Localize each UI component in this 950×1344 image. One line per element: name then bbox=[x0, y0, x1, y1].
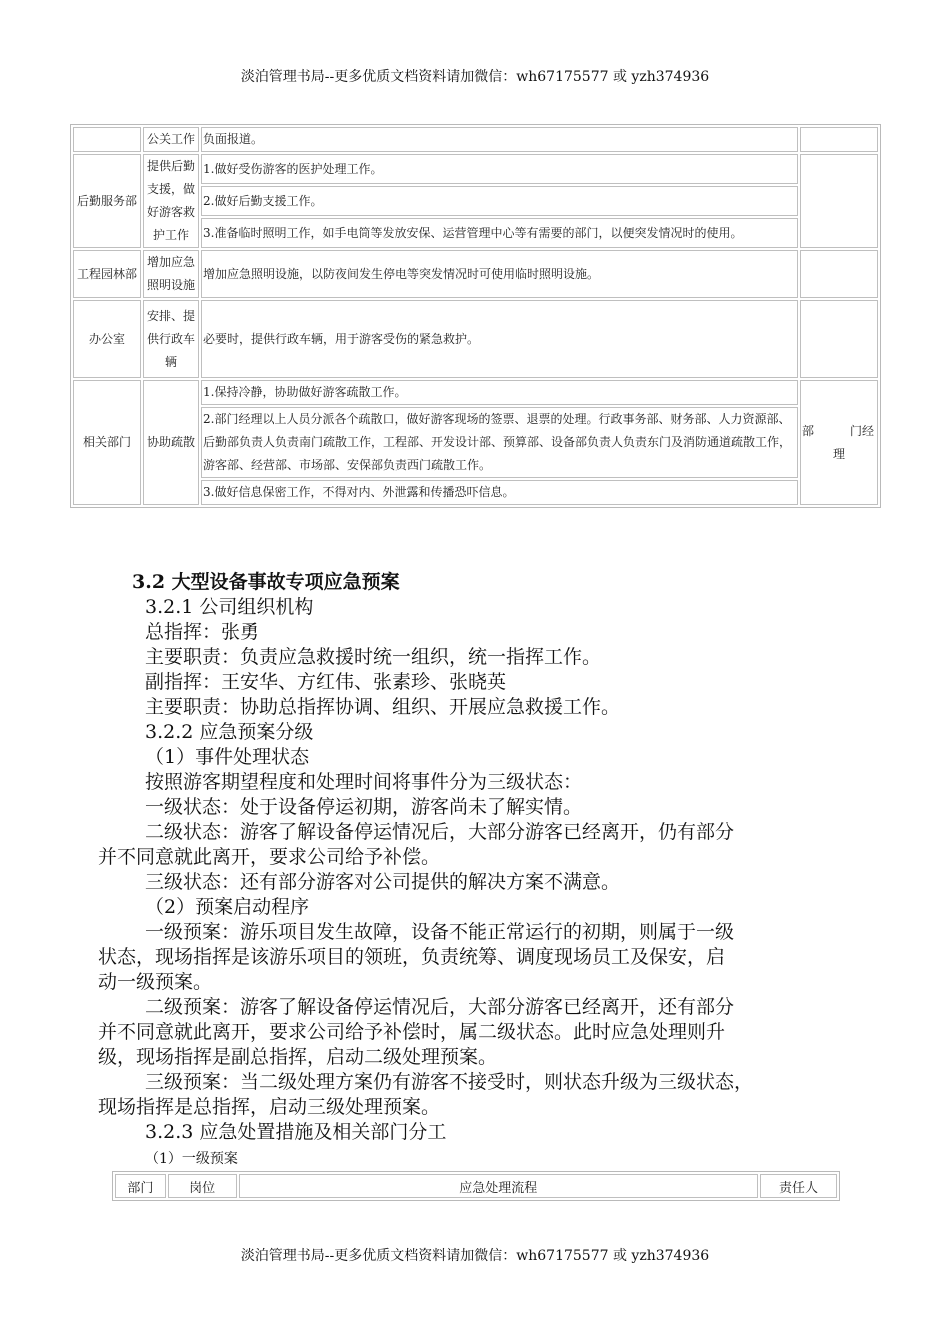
level1-plan-table bbox=[112, 1171, 840, 1201]
flow-item: 3.做好信息保密工作，不得对内、外泄露和传播恐吓信息。 bbox=[201, 480, 798, 505]
paragraph: （1）事件处理状态 bbox=[145, 746, 310, 768]
position-cell: 公关工作 bbox=[143, 127, 199, 152]
paragraph: 并不同意就此离开，要求公司给予补偿。 bbox=[98, 846, 441, 868]
position-cell: 协助疏散 bbox=[143, 380, 199, 505]
responsible-cell bbox=[800, 127, 878, 152]
flow-item: 1.保持冷静，协助做好游客疏散工作。 bbox=[201, 380, 798, 405]
paragraph: 主要职责：负责应急救援时统一组织，统一指挥工作。 bbox=[145, 646, 602, 668]
section-heading: 3.2 大型设备事故专项应急预案 bbox=[132, 571, 400, 593]
flow-cell: 必要时，提供行政车辆，用于游客受伤的紧急救护。 bbox=[201, 300, 798, 378]
position-cell: 提供后勤支援，做好游客救护工作 bbox=[143, 154, 199, 248]
flow-item: 2.做好后勤支援工作。 bbox=[201, 186, 798, 216]
duty-table-continued bbox=[70, 124, 881, 508]
responsible-cell: 部 门经 理 bbox=[800, 380, 878, 505]
dept-cell bbox=[73, 127, 141, 152]
paragraph: 并不同意就此离开，要求公司给予补偿时，属二级状态。此时应急处理则升 bbox=[98, 1021, 726, 1043]
paragraph: 副指挥：王安华、方红伟、张素珍、张晓英 bbox=[145, 671, 507, 693]
column-header: 应急处理流程 bbox=[239, 1174, 758, 1198]
dept-cell: 工程园林部 bbox=[73, 250, 141, 298]
responsible-cell bbox=[800, 154, 878, 248]
subsection-label: （1）一级预案 bbox=[145, 1151, 238, 1167]
page-header: 淡泊管理书局--更多优质文档资料请加微信：wh67175577 或 yzh374936 bbox=[240, 69, 710, 85]
paragraph: 现场指挥是总指挥，启动三级处理预案。 bbox=[98, 1096, 441, 1118]
position-cell: 增加应急照明设施 bbox=[143, 250, 199, 298]
table-row bbox=[73, 380, 878, 405]
table-row bbox=[73, 127, 878, 152]
paragraph: 级，现场指挥是副总指挥，启动二级处理预案。 bbox=[98, 1046, 498, 1068]
flow-item: 3.准备临时照明工作，如手电筒等发放安保、运营管理中心等有需要的部门，以便突发情况时的使用。 bbox=[201, 218, 798, 248]
paragraph: 三级预案：当二级处理方案仍有游客不接受时，则状态升级为三级状态， bbox=[145, 1071, 754, 1093]
table-row bbox=[73, 250, 878, 298]
paragraph: 二级预案：游客了解设备停运情况后，大部分游客已经离开，还有部分 bbox=[145, 996, 735, 1018]
responsible-cell bbox=[800, 300, 878, 378]
column-header: 责任人 bbox=[760, 1174, 837, 1198]
paragraph: 一级预案：游乐项目发生故障，设备不能正常运行的初期，则属于一级 bbox=[145, 921, 735, 943]
paragraph: 主要职责：协助总指挥协调、组织、开展应急救援工作。 bbox=[145, 696, 621, 718]
paragraph: 动一级预案。 bbox=[98, 971, 213, 993]
paragraph: 一级状态：处于设备停运初期，游客尚未了解实情。 bbox=[145, 796, 583, 818]
dept-cell: 相关部门 bbox=[73, 380, 141, 505]
flow-item: 1.做好受伤游客的医护处理工作。 bbox=[201, 154, 798, 184]
subsection-heading: 3.2.1 公司组织机构 bbox=[145, 596, 314, 618]
page-footer: 淡泊管理书局--更多优质文档资料请加微信：wh67175577 或 yzh374936 bbox=[240, 1248, 710, 1264]
flow-cell: 增加应急照明设施，以防夜间发生停电等突发情况时可使用临时照明设施。 bbox=[201, 250, 798, 298]
paragraph: 状态，现场指挥是该游乐项目的领班，负责统筹、调度现场员工及保安，启 bbox=[98, 946, 726, 968]
flow-cell: 负面报道。 bbox=[201, 127, 798, 152]
subsection-heading: 3.2.3 应急处置措施及相关部门分工 bbox=[145, 1121, 447, 1143]
dept-cell: 办公室 bbox=[73, 300, 141, 378]
paragraph: 总指挥：张勇 bbox=[145, 621, 260, 643]
dept-cell: 后勤服务部 bbox=[73, 154, 141, 248]
table-row bbox=[73, 154, 878, 184]
responsible-cell bbox=[800, 250, 878, 298]
flow-item: 2.部门经理以上人员分派各个疏散口，做好游客现场的签票、退票的处理。行政事务部、财务部、人力资源部、后勤部负责人负责南门疏散工作，工程部、开发设计部、预算部、设备部负责人负责东门及消防通道疏散工作，游客部、经营部、市场部、安保部负责西门疏散工作。 bbox=[201, 407, 798, 478]
paragraph: 按照游客期望程度和处理时间将事件分为三级状态： bbox=[145, 771, 583, 793]
table-header-row bbox=[115, 1174, 837, 1198]
table-row bbox=[73, 300, 878, 378]
subsection-heading: 3.2.2 应急预案分级 bbox=[145, 721, 314, 743]
column-header: 岗位 bbox=[168, 1174, 237, 1198]
position-cell: 安排、提供行政车辆 bbox=[143, 300, 199, 378]
column-header: 部门 bbox=[115, 1174, 166, 1198]
paragraph: （2）预案启动程序 bbox=[145, 896, 310, 918]
paragraph: 三级状态：还有部分游客对公司提供的解决方案不满意。 bbox=[145, 871, 621, 893]
paragraph: 二级状态：游客了解设备停运情况后，大部分游客已经离开，仍有部分 bbox=[145, 821, 735, 843]
